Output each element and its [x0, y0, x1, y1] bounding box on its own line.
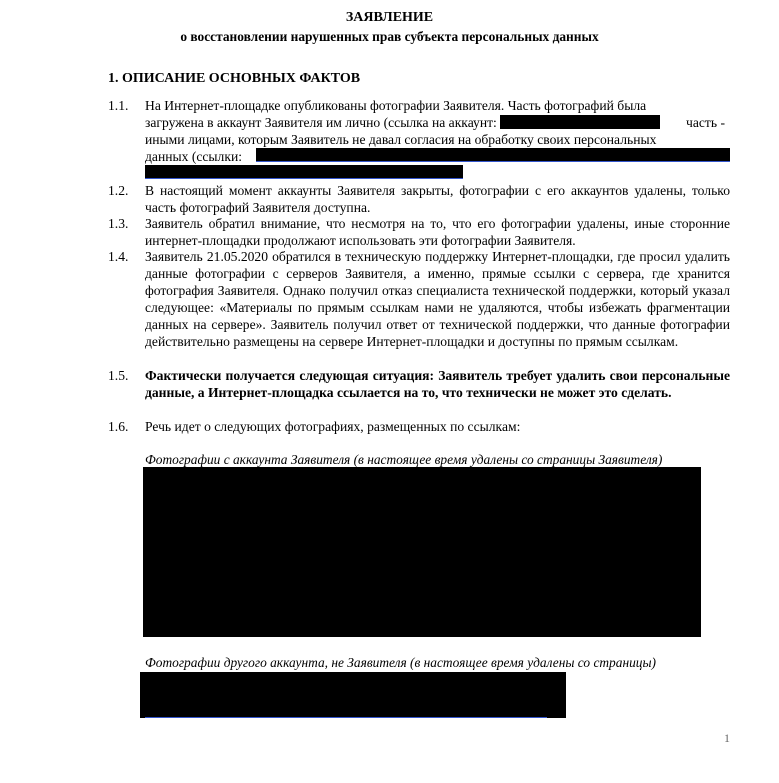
item-text: Заявитель 21.05.2020 обратился в техническую поддержку Интернет-площадки, где просил удалить данные фотографии с серверов Заявителя, а именно, прямые ссылки с сервера, где хранится фотография Заявителя. Однако получил отказ специалиста технической поддержки, который указал следующее: «Материалы по прямым ссылкам нами не удаляются, чтобы избежать фрагментации данных на сервере». Заявитель получил ответ от технической поддержки, что данные фотографии действительно размещены на сервере Интернет-площадки и доступны по прямым ссылкам.: [145, 249, 730, 349]
item-number: 1.4.: [108, 249, 129, 264]
link-underline: [145, 178, 463, 179]
item-number: 1.1.: [108, 98, 129, 113]
item-text-line: иными лицами, которым Заявитель не давал согласия на обработку своих персональных: [145, 132, 657, 147]
redacted-link: [500, 115, 660, 129]
item-number: 1.5.: [108, 368, 129, 383]
item-text: Заявитель обратил внимание, что несмотря на то, что его фотографии удалены, иные сторонние интернет-площадки продолжают использовать эти фотографии Заявителя.: [145, 216, 730, 248]
item-number: 1.6.: [108, 419, 129, 434]
photo-caption-applicant: Фотографии с аккаунта Заявителя (в настоящее время удалены со страницы Заявителя): [145, 452, 663, 467]
item-number: 1.3.: [108, 216, 129, 231]
item-text: Фактически получается следующая ситуация: Заявитель требует удалить свои персональные данные, а Интернет-площадка ссылается на то, что технически не может это сделать.: [145, 368, 730, 400]
page-number: 1: [724, 731, 730, 745]
link-underline: [145, 717, 547, 718]
document-subtitle: о восстановлении нарушенных прав субъекта персональных данных: [180, 29, 599, 44]
photo-caption-other-account: Фотографии другого аккаунта, не Заявителя (в настоящее время удалены со страницы): [145, 655, 657, 670]
item-text-line: [145, 114, 730, 131]
redacted-photos-block: [140, 672, 566, 718]
item-text: Речь идет о следующих фотографиях, размещенных по ссылкам:: [145, 419, 521, 434]
item-number: 1.2.: [108, 183, 129, 198]
redacted-link[interactable]: [145, 165, 463, 178]
item-text-segment: данных (ссылки:: [145, 149, 242, 164]
redacted-link[interactable]: [256, 148, 730, 161]
item-text-line: На Интернет-площадке опубликованы фотографии Заявителя. Часть фотографий была: [145, 98, 647, 113]
item-text-segment: загружена в аккаунт Заявителя им лично (ссылка на аккаунт:: [145, 115, 497, 130]
redacted-photos-block: [143, 467, 701, 637]
section-heading: 1. ОПИСАНИЕ ОСНОВНЫХ ФАКТОВ: [108, 71, 361, 86]
document-title: ЗАЯВЛЕНИЕ: [345, 10, 434, 25]
item-text-segment: часть -: [686, 115, 725, 130]
item-text: В настоящий момент аккаунты Заявителя закрыты, фотографии с его аккаунтов удалены, только часть фотографий Заявителя доступна.: [145, 183, 730, 215]
link-underline: [256, 161, 730, 162]
